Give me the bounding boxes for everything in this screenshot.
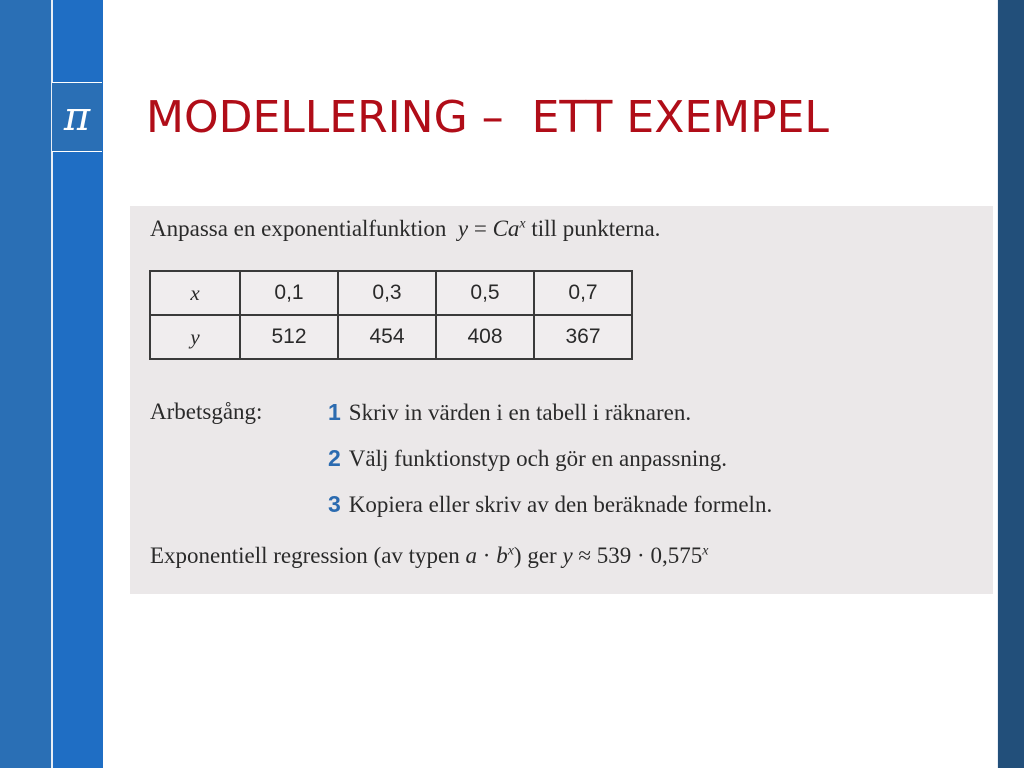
x-value: 0,3 (338, 271, 436, 315)
regression-b-exp: x (507, 543, 514, 559)
intro-text: Anpassa en exponentialfunktion (150, 216, 447, 241)
regression-a: a (465, 543, 478, 568)
regression-result (150, 543, 708, 569)
regression-result-exp: x (702, 543, 709, 559)
step-text: Skriv in värden i en tabell i räknaren. (348, 400, 692, 425)
regression-dot: · (477, 543, 497, 568)
regression-y: y (562, 543, 573, 568)
step-text: Välj funktionstyp och gör en anpassning. (348, 446, 727, 471)
work-label: Arbetsgång: (150, 399, 263, 424)
step-number: 1 (328, 399, 341, 425)
formula-eq: = (468, 216, 493, 241)
formula-ca: Ca (492, 216, 520, 241)
intro-suffix: till punkterna. (525, 216, 661, 241)
formula-exp: x (519, 216, 526, 232)
y-header: y (150, 315, 240, 359)
x-header: x (150, 271, 240, 315)
step-number: 3 (328, 491, 341, 517)
step-3 (328, 491, 772, 518)
y-value: 454 (338, 315, 436, 359)
regression-prefix: Exponentiell regression (av typen (150, 543, 466, 568)
right-sidebar-band (998, 0, 1024, 768)
step-1 (328, 399, 691, 426)
y-value: 367 (534, 315, 632, 359)
y-value: 408 (436, 315, 534, 359)
formula-y: y (457, 216, 469, 241)
regression-value: ≈ 539 · 0,575 (572, 543, 703, 568)
x-value: 0,1 (240, 271, 338, 315)
pi-logo-icon (52, 82, 102, 152)
step-number: 2 (328, 445, 341, 471)
value-table (149, 270, 633, 360)
textbook-scan-image (130, 206, 993, 594)
table-row-y (150, 315, 632, 359)
table-row-x (150, 271, 632, 315)
pi-symbol: π (63, 94, 91, 140)
regression-mid: ) ger (513, 543, 563, 568)
x-value: 0,5 (436, 271, 534, 315)
slide-title: MODELLERING – ETT EXEMPEL (146, 92, 829, 143)
y-value: 512 (240, 315, 338, 359)
step-2 (328, 445, 727, 472)
left-sidebar-band (0, 0, 52, 768)
regression-b: b (496, 543, 508, 568)
task-intro (150, 216, 660, 242)
x-value: 0,7 (534, 271, 632, 315)
step-text: Kopiera eller skriv av den beräknade formeln. (348, 492, 773, 517)
